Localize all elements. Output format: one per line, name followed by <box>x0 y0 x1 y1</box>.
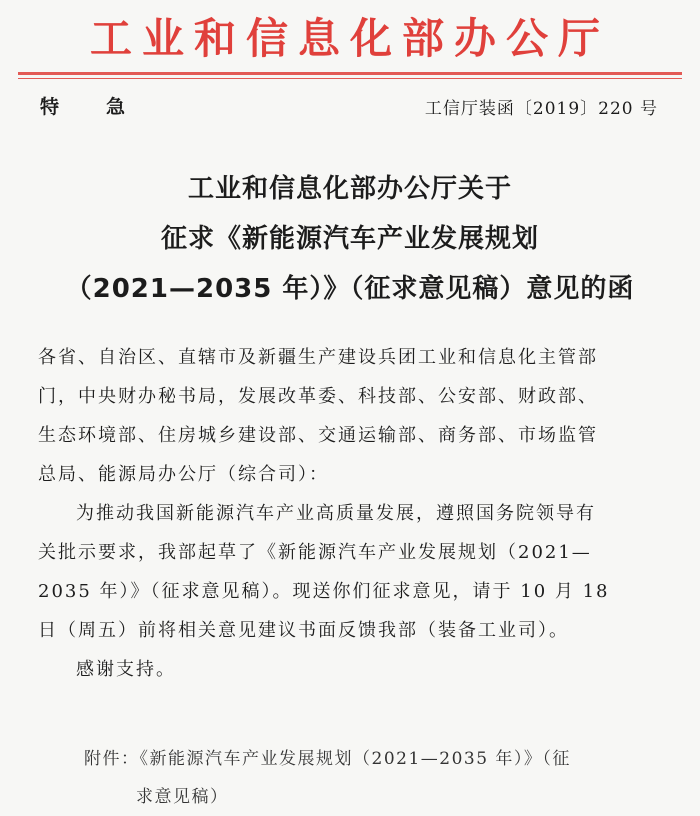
letterhead-org-name: 工业和信息化部办公厅 <box>89 14 610 63</box>
paragraph-line: 2035 年）》（征求意见稿）。现送你们征求意见，请于 10 月 18 <box>38 581 610 602</box>
paragraph-line: 日（周五）前将相关意见建议书面反馈我部（装备工业司）。 <box>38 620 569 641</box>
title-line: 工业和信息化部办公厅关于 <box>187 174 512 204</box>
title-line: 征求《新能源汽车产业发展规划 <box>160 224 539 254</box>
document-body <box>38 338 664 689</box>
thanks-line: 感谢支持。 <box>76 659 176 680</box>
document-title <box>0 164 700 314</box>
addressee-line: 门，中央财办秘书局，发展改革委、科技部、公安部、财政部、 <box>38 386 598 407</box>
document-number: 工信厅装函〔2019〕220 号 <box>424 99 658 119</box>
paragraph-line: 为推动我国新能源汽车产业高质量发展，遵照国务院领导有 <box>76 503 596 524</box>
letterhead-rule-thin <box>18 78 682 79</box>
title-line: （2021—2035 年）》（征求意见稿）意见的函 <box>65 274 635 304</box>
addressee-line: 各省、自治区、直辖市及新疆生产建设兵团工业和信息化主管部 <box>38 347 598 368</box>
attachment-line: 附件：《新能源汽车产业发展规划（2021—2035 年）》（征 <box>84 749 571 769</box>
attachment-note <box>84 740 664 816</box>
attachment-line: 求意见稿） <box>136 787 229 807</box>
paragraph-line: 关批示要求，我部起草了《新能源汽车产业发展规划（2021— <box>38 542 592 563</box>
urgency-label: 特 急 <box>40 96 140 118</box>
letterhead-rule-thick <box>18 72 682 75</box>
addressee-line: 总局、能源局办公厅（综合司）： <box>38 464 329 485</box>
addressee-line: 生态环境部、住房城乡建设部、交通运输部、商务部、市场监管 <box>38 425 598 446</box>
